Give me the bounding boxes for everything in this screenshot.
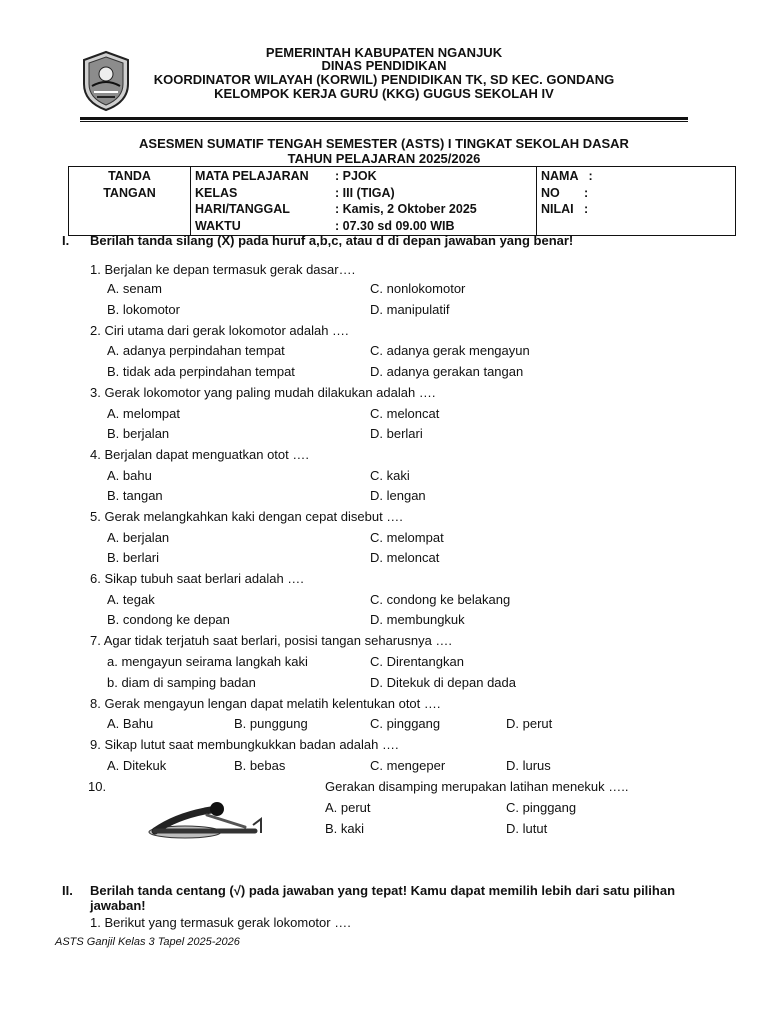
q4-option-b[interactable]: B. tangan [107, 488, 163, 503]
q8-option-d[interactable]: D. perut [506, 716, 553, 731]
q2-option-c[interactable]: C. adanya gerak mengayun [370, 343, 530, 358]
question-8: 8. Gerak mengayun lengan dapat melatih kelentukan otot …. [90, 696, 441, 711]
q10-option-a[interactable]: A. perut [325, 800, 371, 815]
q5-option-a[interactable]: A. berjalan [107, 530, 170, 545]
question-10: Gerakan disamping merupakan latihan menekuk ….. [325, 779, 629, 794]
exam-title: ASESMEN SUMATIF TENGAH SEMESTER (ASTS) I TINGKAT SEKOLAH DASAR [139, 136, 629, 151]
section1-instruction: Berilah tanda silang (X) pada huruf a,b,c, atau d di depan jawaban yang benar! [90, 233, 574, 248]
section1-number: I. [62, 233, 70, 248]
q9-option-b[interactable]: B. bebas [234, 758, 286, 773]
section2-question-1: 1. Berikut yang termasuk gerak lokomotor …. [90, 915, 351, 930]
q3-option-c[interactable]: C. meloncat [370, 406, 440, 421]
q4-option-c[interactable]: C. kaki [370, 468, 410, 483]
q6-option-c[interactable]: C. condong ke belakang [370, 592, 511, 607]
section2-number: II. [62, 883, 73, 898]
q3-option-b[interactable]: B. berjalan [107, 426, 170, 441]
q7-option-a[interactable]: a. mengayun seirama langkah kaki [107, 654, 308, 669]
q1-option-a[interactable]: A. senam [107, 281, 162, 296]
q6-option-a[interactable]: A. tegak [107, 592, 155, 607]
exam-details-values: : PJOK : III (TIGA) : Kamis, 2 Oktober 2025 : 07.30 sd 09.00 WIB [335, 169, 477, 233]
question-9: 9. Sikap lutut saat membungkukkan badan adalah …. [90, 737, 399, 752]
question-5: 5. Gerak melangkahkan kaki dengan cepat disebut …. [90, 509, 403, 524]
q10-option-b[interactable]: B. kaki [325, 821, 365, 836]
forward-bend-exercise-illustration [145, 797, 265, 842]
q2-option-b[interactable]: B. tidak ada perpindahan tempat [107, 364, 295, 379]
q5-option-c[interactable]: C. melompat [370, 530, 444, 545]
page-footer: ASTS Ganjil Kelas 3 Tapel 2025-2026 [55, 936, 240, 948]
q3-option-d[interactable]: D. berlari [370, 426, 423, 441]
question-4: 4. Berjalan dapat menguatkan otot …. [90, 447, 309, 462]
q1-option-b[interactable]: B. lokomotor [107, 302, 180, 317]
q2-option-a[interactable]: A. adanya perpindahan tempat [107, 343, 285, 358]
exam-year: TAHUN PELAJARAN 2025/2026 [287, 151, 481, 166]
exam-details-labels: MATA PELAJARAN KELAS HARI/TANGGAL WAKTU [195, 169, 309, 233]
q4-option-a[interactable]: A. bahu [107, 468, 152, 483]
q8-option-c[interactable]: C. pinggang [370, 716, 441, 731]
q10-option-c[interactable]: C. pinggang [506, 800, 577, 815]
question-1: 1. Berjalan ke depan termasuk gerak dasar…. [90, 262, 356, 277]
header-working-group: KELOMPOK KERJA GURU (KKG) GUGUS SEKOLAH IV [214, 86, 554, 101]
question-2: 2. Ciri utama dari gerak lokomotor adalah …. [90, 323, 349, 338]
q6-option-b[interactable]: B. condong ke depan [107, 612, 230, 627]
q7-option-d[interactable]: D. Ditekuk di depan dada [370, 675, 516, 690]
exam-details-cell [191, 167, 537, 236]
q9-option-c[interactable]: C. mengeper [370, 758, 446, 773]
q9-option-d[interactable]: D. lurus [506, 758, 551, 773]
exam-info-table [68, 166, 736, 236]
q3-option-a[interactable]: A. melompat [107, 406, 180, 421]
q2-option-d[interactable]: D. adanya gerakan tangan [370, 364, 524, 379]
q9-option-a[interactable]: A. Ditekuk [107, 758, 167, 773]
question-7: 7. Agar tidak terjatuh saat berlari, posisi tangan seharusnya …. [90, 633, 453, 648]
q6-option-d[interactable]: D. membungkuk [370, 612, 465, 627]
q8-option-a[interactable]: A. Bahu [107, 716, 154, 731]
q1-option-d[interactable]: D. manipulatif [370, 302, 450, 317]
section2-instruction: Berilah tanda centang (√) pada jawaban yang tepat! Kamu dapat memilih lebih dari satu pilihan [90, 883, 676, 898]
question-3: 3. Gerak lokomotor yang paling mudah dilakukan adalah …. [90, 385, 436, 400]
question-10-number: 10. [88, 779, 107, 794]
header-government: PEMERINTAH KABUPATEN NGANJUK [265, 45, 503, 60]
section2-instruction-continued: jawaban! [90, 898, 146, 913]
header-coordinator: KOORDINATOR WILAYAH (KORWIL) PENDIDIKAN TK, SD KEC. GONDANG [153, 72, 615, 87]
question-6: 6. Sikap tubuh saat berlari adalah …. [90, 571, 304, 586]
header-department: DINAS PENDIDIKAN [321, 58, 447, 73]
q10-option-d[interactable]: D. lutut [506, 821, 548, 836]
q7-option-b[interactable]: b. diam di samping badan [107, 675, 256, 690]
q5-option-b[interactable]: B. berlari [107, 550, 160, 565]
signature-cell: TANDA TANGAN [69, 167, 191, 236]
q1-option-c[interactable]: C. nonlokomotor [370, 281, 466, 296]
header-divider-thick [80, 117, 688, 120]
q5-option-d[interactable]: D. meloncat [370, 550, 440, 565]
q8-option-b[interactable]: B. punggung [234, 716, 308, 731]
student-identity-cell: NAMA : NO : NILAI : [537, 167, 736, 236]
q4-option-d[interactable]: D. lengan [370, 488, 426, 503]
q7-option-c[interactable]: C. Direntangkan [370, 654, 464, 669]
header-divider-thin [80, 121, 688, 122]
